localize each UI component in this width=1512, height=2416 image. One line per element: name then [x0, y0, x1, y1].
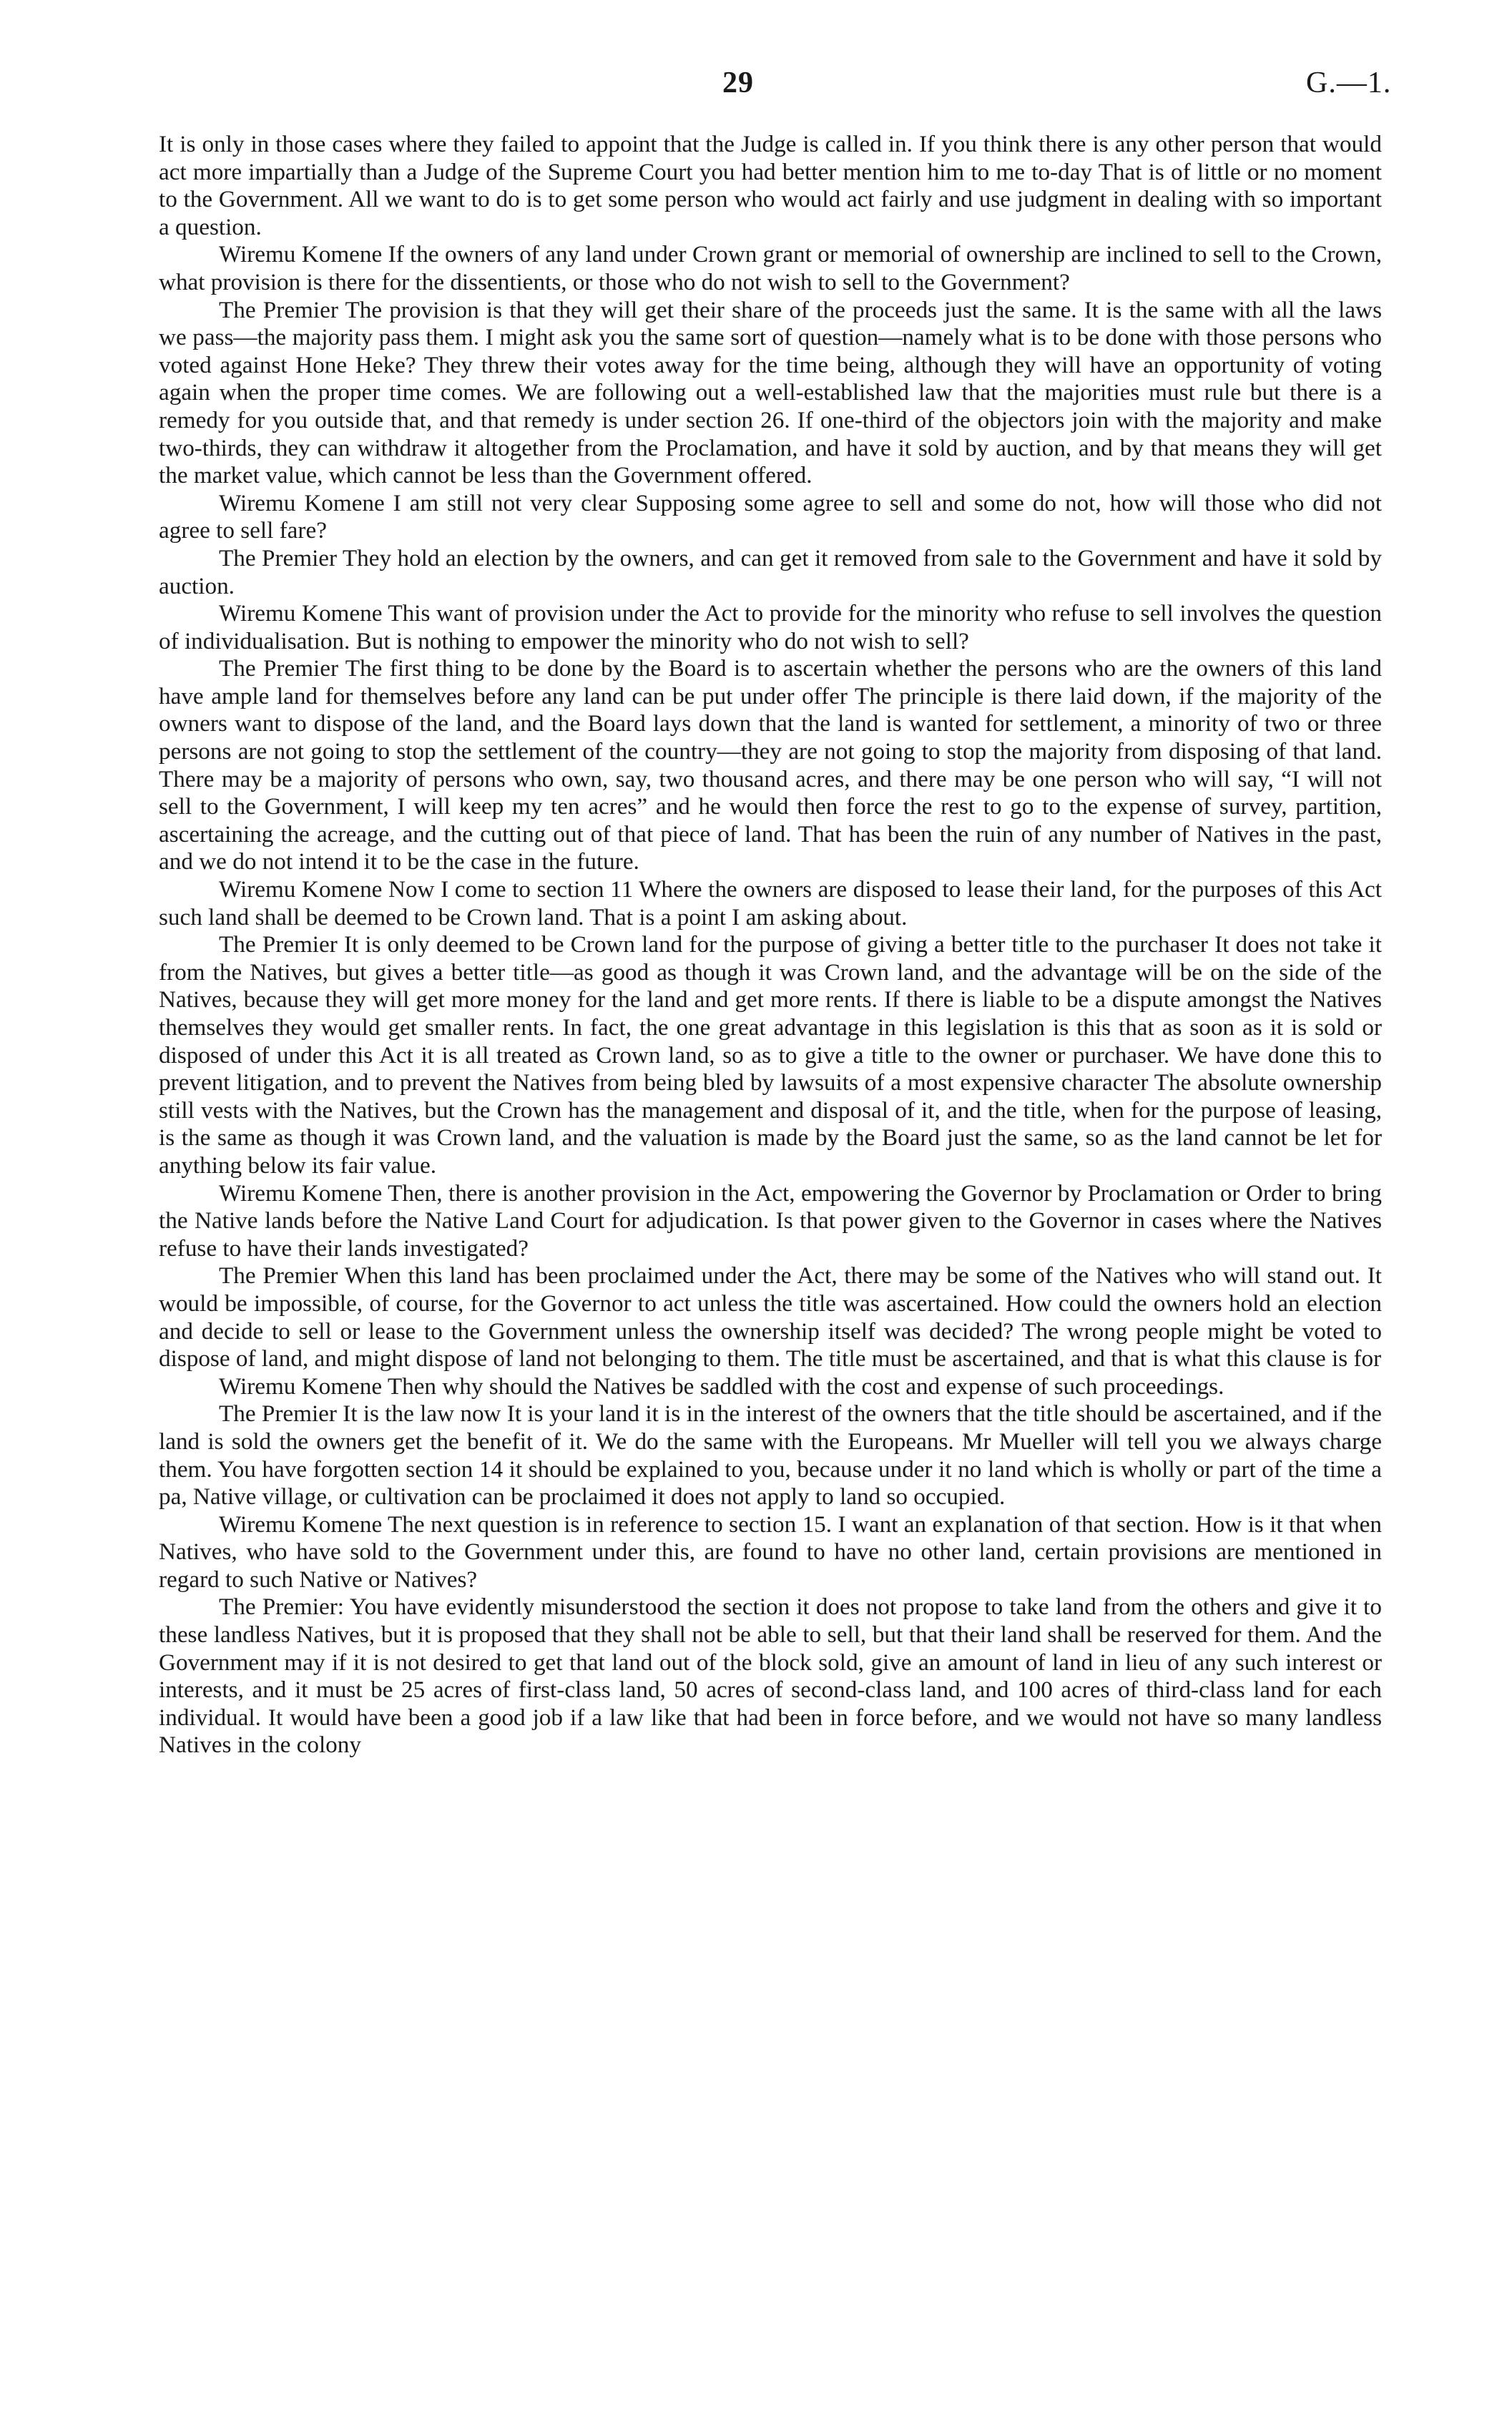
- paragraph-premier-majority: The Premier The provision is that they will get their share of the proceeds just the same. It is the same with all the laws we pass—the majority pass them. I might ask you the same sort of question—namely what is to be done with those persons who voted against Hone Heke? They threw their votes away for the time being, although they will have an opportunity of voting again when the proper time comes. We are following out a well-established law that the majorities must rule but there is a remedy for you outside that, and that remedy is under section 26. If one-third of the objectors join with the majority and make two-thirds, they can withdraw it altogether from the Proclamation, and have it sold by auction, and by that means they will get the market value, which cannot be less than the Government offered.: [159, 296, 1382, 489]
- paragraph-komene-section-15: Wiremu Komene The next question is in reference to section 15. I want an explanation of that section. How is it that when Natives, who have sold to the Government under this, are found to have no other land, certain provisions are mentioned in regard to such Native or Natives?: [159, 1511, 1382, 1593]
- paragraph-premier-law-now: The Premier It is the law now It is your land it is in the interest of the owners that the title should be ascertained, and if the land is sold the owners get the benefit of it. We do the same with the Europeans. Mr Mueller will tell you we always charge them. You have forgotten section 14 it should be explained to you, because under it no land which is wholly or part of the time a pa, Native village, or cultivation can be proclaimed it does not apply to land so occupied.: [159, 1400, 1382, 1511]
- page-header: [0, 66, 1512, 109]
- paragraph-premier-title: The Premier When this land has been proclaimed under the Act, there may be some of the Natives who will stand out. It would be impossible, of course, for the Governor to act unless the title was ascertained. How could the owners hold an election and decide to sell or lease to the Government unless the ownership itself was decided? The wrong people might be voted to dispose of land, and might dispose of land not belonging to them. The title must be ascertained, and that is what this clause is for: [159, 1262, 1382, 1372]
- paragraph-komene-section-11: Wiremu Komene Now I come to section 11 Where the owners are disposed to lease their land, for the purposes of this Act such land shall be deemed to be Crown land. That is a point I am asking about.: [159, 876, 1382, 930]
- paragraph-premier-crown-land: The Premier It is only deemed to be Crown land for the purpose of giving a better title to the purchaser It does not take it from the Natives, but gives a better title—as good as though it was Crown land, and the advantage will be on the side of the Natives, because they will get more money for the land and get more rents. If there is liable to be a dispute amongst the Natives themselves they would get smaller rents. In fact, the one great advantage in this legislation is this that as soon as it is sold or disposed of under this Act it is all treated as Crown land, so as to give a title to the owner or purchaser. We have done this to prevent litigation, and to prevent the Natives from being bled by lawsuits of a most expensive character The absolute ownership still vests with the Natives, but the Crown has the management and disposal of it, and the title, when for the purpose of leasing, is the same as though it was Crown land, and the valuation is made by the Board just the same, so as the land cannot be let for anything below its fair value.: [159, 931, 1382, 1179]
- paragraph-komene-dissentients: Wiremu Komene If the owners of any land under Crown grant or memorial of ownership are inclined to sell to the Crown, what provision is there for the dissentients, or those who do not wish to sell to the Government?: [159, 241, 1382, 295]
- page-number: 29: [722, 67, 754, 99]
- paragraph-komene-proclamation: Wiremu Komene Then, there is another provision in the Act, empowering the Governor by Proclamation or Order to bring the Native lands before the Native Land Court for adjudication. Is that power given to the Governor in cases where the Natives refuse to have their lands investigated?: [159, 1179, 1382, 1262]
- paragraph-premier-judge: It is only in those cases where they failed to appoint that the Judge is called in. If you think there is any other person that would act more impartially than a Judge of the Supreme Court you had better mention him to me to-day That is of little or no moment to the Government. All we want to do is to get some person who would act fairly and use judgment in dealing with so important a question.: [159, 131, 1382, 240]
- paragraph-komene-cost: Wiremu Komene Then why should the Natives be saddled with the cost and expense of such proceedings.: [219, 1372, 1224, 1400]
- paragraph-premier-board: The Premier The first thing to be done by the Board is to ascertain whether the persons who are the owners of this land have ample land for themselves before any land can be put under offer The principle is there laid down, if the majority of the owners want to dispose of the land, and the Board lays down that the land is wanted for settlement, a minority of two or three persons are not going to stop the settlement of the country—they are not going to stop the majority from disposing of that land. There may be a majority of persons who own, say, two thousand acres, and there may be one person who will say, “I will not sell to the Government, I will keep my ten acres” and he would then force the rest to go to the expense of survey, partition, ascertaining the acreage, and the cutting out of that piece of land. That has been the ruin of any number of Natives in the past, and we do not intend it to be the case in the future.: [159, 655, 1382, 875]
- paragraph-komene-not-clear: Wiremu Komene I am still not very clear Supposing some agree to sell and some do not, how will those who did not agree to sell fare?: [159, 489, 1382, 544]
- paragraph-premier-election: The Premier They hold an election by the owners, and can get it removed from sale to the Government and have it sold by auction.: [159, 544, 1382, 599]
- body-text: [159, 131, 1382, 1759]
- paragraph-premier-landless: The Premier: You have evidently misunderstood the section it does not propose to take land from the others and give it to these landless Natives, but it is proposed that they shall not be able to sell, but that their land shall be reserved for them. And the Government may if it is not desired to get that land out of the block sold, give an amount of land in lieu of any such interest or interests, and it must be 25 acres of first-class land, 50 acres of second-class land, and 100 acres of third-class land for each individual. It would have been a good job if a law like that had been in force before, and we would not have so many landless Natives in the colony: [159, 1594, 1382, 1759]
- paragraph-komene-minority: Wiremu Komene This want of provision under the Act to provide for the minority who refuse to sell involves the question of individualisation. But is nothing to empower the minority who do not wish to sell?: [159, 600, 1382, 654]
- document-reference: G.—1.: [1306, 67, 1392, 99]
